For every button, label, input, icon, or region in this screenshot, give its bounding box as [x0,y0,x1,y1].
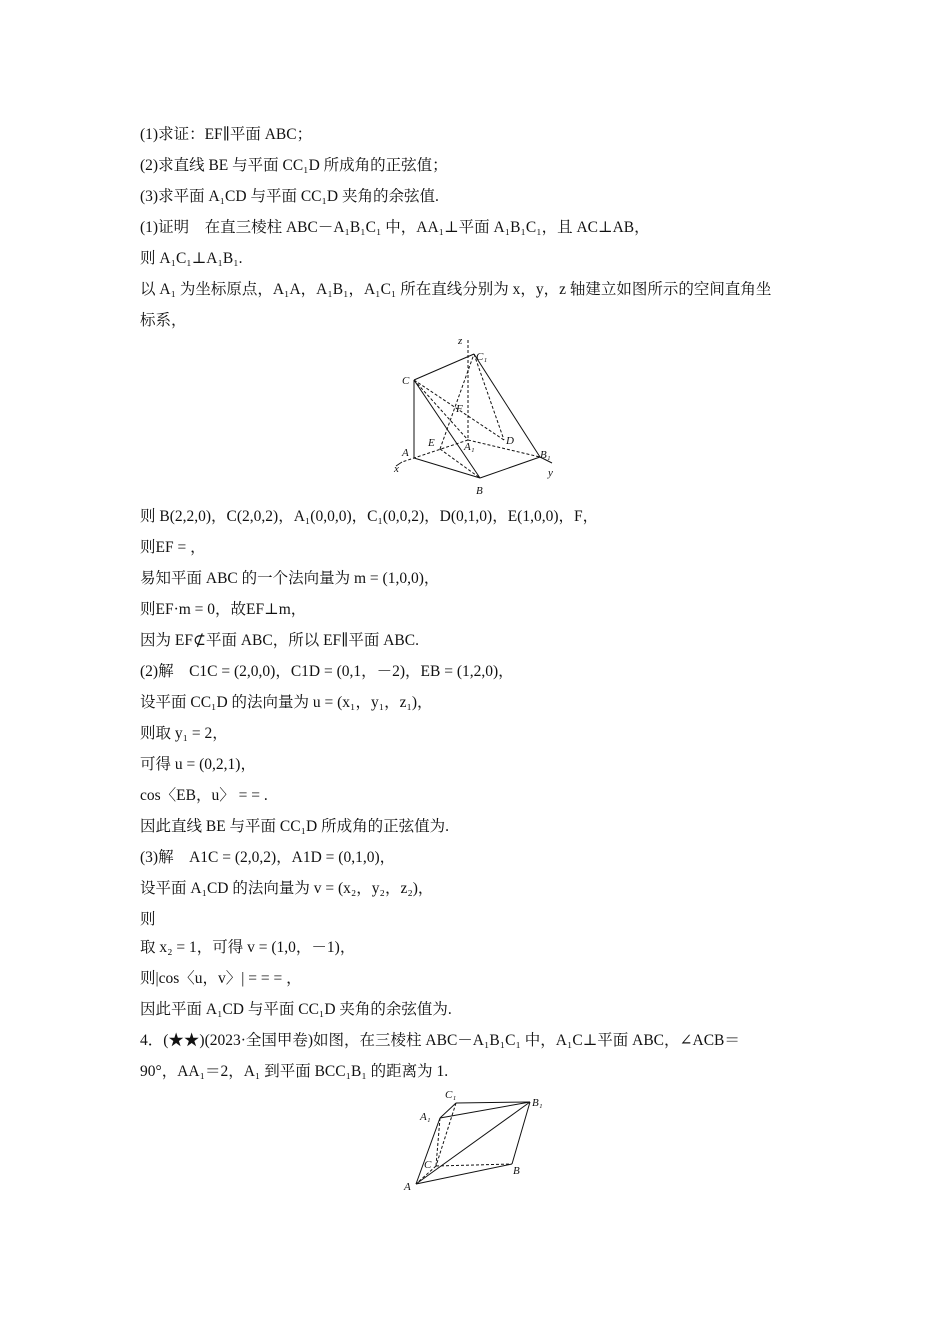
edge-B-B1 [480,457,540,478]
text-line: 标系， [140,312,187,329]
text-line: 则 [140,911,156,928]
text-line: (3)解 A1C = (2,0,2)，A1D = (0,1,0)， [140,849,396,866]
text-line: 90°，AA₁＝2，A₁ 到平面 BCC₁B₁ 的距离为 1. [140,1063,449,1080]
label-B: B [513,1165,520,1177]
text-line: (1)求证：EF∥平面 ABC； [140,126,313,143]
label-x: x [394,463,399,475]
label-D: D [506,435,514,447]
label-B: B [476,485,483,497]
text-line: 可得 u = (0,2,1)， [140,756,256,773]
text-line: 4．(★★)(2023·全国甲卷)如图，在三棱柱 ABC－A₁B₁C₁ 中，A₁C⊥平面 ABC，∠ACB＝ [140,1032,740,1049]
text-line: (2)解 C1C = (2,0,0)，C1D = (0,1，－2)，EB = (1,2,0)， [140,663,514,680]
label-C: C [402,375,410,387]
label-C: C [424,1159,432,1171]
label-y: y [548,467,553,479]
text-line: 设平面 A₁CD 的法向量为 v = (x₂，y₂，z₂)， [140,880,434,897]
text-line: (1)证明 在直三棱柱 ABC－A₁B₁C₁ 中，AA₁⊥平面 A₁B₁C₁，且 AC⊥AB， [140,219,650,236]
edge-C1-B1 [456,1102,530,1103]
label-B1: B₁ [532,1097,543,1109]
label-F: F [456,403,463,415]
edge-C-B [436,1164,512,1166]
text-line: 则 B(2,2,0)，C(2,0,2)，A₁(0,0,0)，C₁(0,0,2)，D(0,1,0)，E(1,0,0)，F， [140,508,599,525]
segment-A1-C [436,1118,440,1166]
edge-A1-A [416,1118,440,1184]
label-E: E [428,437,435,449]
triangular-prism-figure [400,1088,560,1194]
label-C1: C₁ [476,351,488,363]
x-axis-dashed [402,440,468,462]
text-line: cos〈EB，u〉 = = . [140,787,268,804]
label-C1: C₁ [445,1089,457,1101]
text-line: 则 A₁C₁⊥A₁B₁. [140,250,243,267]
text-line: 则|cos〈u，v〉| = = = ， [140,970,302,987]
text-line: 取 x₂ = 1，可得 v = (1,0，－1)， [140,939,356,956]
label-A: A [402,447,409,459]
text-line: 因为 EF⊄平面 ABC，所以 EF∥平面 ABC. [140,632,419,649]
label-A: A [404,1181,411,1193]
edge-B1-B [512,1102,530,1164]
text-line: 易知平面 ABC 的一个法向量为 m = (1,0,0)， [140,570,440,587]
label-A1: A₁ [420,1111,431,1123]
label-A1: A₁ [464,441,475,453]
label-z: z [458,335,463,347]
text-line: (3)求平面 A₁CD 与平面 CC₁D 夹角的余弦值. [140,188,439,205]
segment-C1-D [474,354,504,440]
segment-E-F [440,354,474,449]
edge-A-B [414,458,480,478]
text-line: 则取 y₁ = 2， [140,725,228,742]
text-line: (2)求直线 BE 与平面 CC₁D 所成角的正弦值； [140,157,448,174]
text-line: 则EF·m = 0，故EF⊥m， [140,601,307,618]
label-B1: B₁ [540,449,551,461]
y-axis-dashed [468,440,540,457]
text-line: 则EF = ， [140,539,206,556]
text-line: 以 A₁ 为坐标原点，A₁A，A₁B₁，A₁C₁ 所在直线分别为 x，y，z 轴建立如图所示的空间直角坐 [140,281,772,298]
segment-E-B [440,449,480,478]
text-line: 因此直线 BE 与平面 CC₁D 所成角的正弦值为. [140,818,449,835]
prism-figure [390,332,570,500]
text-line: 设平面 CC₁D 的法向量为 u = (x₁，y₁，z₁)， [140,694,433,711]
text-line: 因此平面 A₁CD 与平面 CC₁D 夹角的余弦值为. [140,1001,452,1018]
edge-C-C1 [414,354,474,380]
